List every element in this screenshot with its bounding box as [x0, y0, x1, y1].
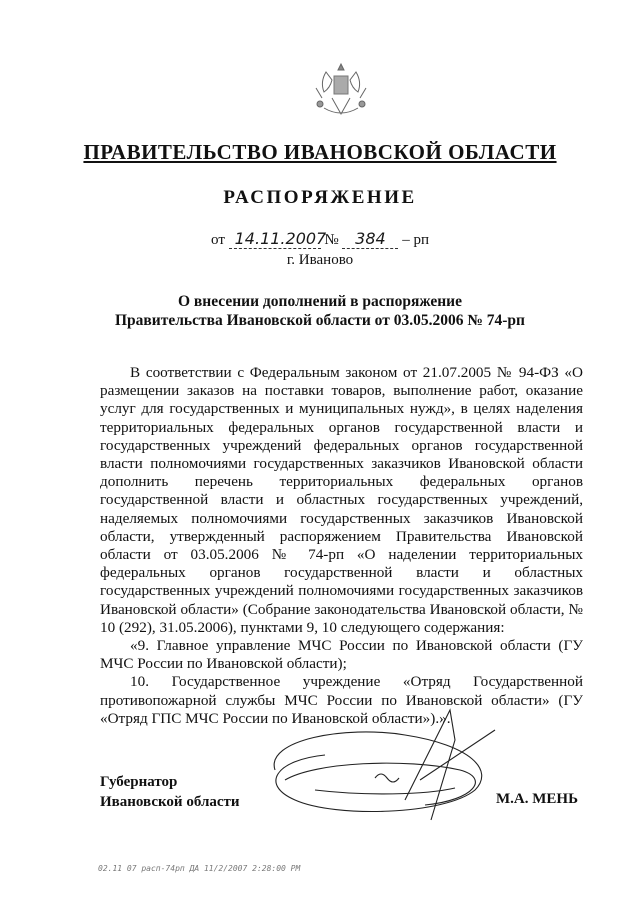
signatory-name: М.А. МЕНЬ — [496, 791, 578, 807]
date-number-line — [0, 230, 640, 249]
position-line-2: Ивановской области — [100, 794, 240, 810]
number-suffix: – рп — [402, 232, 429, 248]
city: г. Иваново — [286, 252, 354, 268]
body-paragraph: В соответствии с Федеральным законом от 21.07.2005 № 94-ФЗ «О размещении заказов на поставки товаров, выполнение работ, оказание услуг для государственных и муниципальных нужд», в целях наделения территориальных федеральных органов государственной власти и государственных учреждений федеральных органов государственной власти полномочиями государственных заказчиков Ивановской области дополнить перечень территориальных федеральных органов государственной власти и областных государственных учреждений, наделяемых полномочиями государственных заказчиков Ивановской области, утвержденный распоряжением Правительства Ивановской области от 03.05.2006 № 74-рп «О наделении территориальных федеральных органов государственной власти и областных государственных учреждений полномочиями государственных заказчиков Ивановской области» (Собрание законодательства Ивановской области, № 10 (292), 31.05.2006), пунктами 9, 10 следующего содержания: — [100, 364, 583, 636]
signatory-position — [100, 772, 240, 812]
subject-line-2: Правительства Ивановской области от 03.05.2006 № 74-рп — [115, 312, 525, 329]
handwritten-date: 14.11.2007 — [229, 230, 321, 249]
subject-line-1: О внесении дополнений в распоряжение — [178, 293, 462, 310]
coat-of-arms-emblem — [296, 58, 386, 120]
handwritten-signature — [255, 700, 505, 830]
position-line-1: Губернатор — [100, 774, 178, 790]
from-label: от — [211, 232, 225, 248]
subject-heading — [100, 292, 540, 330]
footer-stamp: 02.11 07 расп-74рп ДА 11/2/2007 2:28:00 PM — [98, 864, 301, 873]
document-type: РАСПОРЯЖЕНИЕ — [223, 187, 417, 208]
government-title: ПРАВИТЕЛЬСТВО ИВАНОВСКОЙ ОБЛАСТИ — [83, 140, 557, 164]
document-body — [100, 364, 583, 728]
list-item-10: 10. Государственное учреждение «Отряд Государственной противопожарной службы МЧС России по Ивановской области» (ГУ «Отряд ГПС МЧС России по Ивановской области»).». — [100, 673, 583, 727]
number-label: № — [324, 232, 339, 248]
list-item-9: «9. Главное управление МЧС России по Ивановской области (ГУ МЧС России по Ивановской области); — [100, 637, 583, 673]
handwritten-number: 384 — [342, 230, 398, 249]
